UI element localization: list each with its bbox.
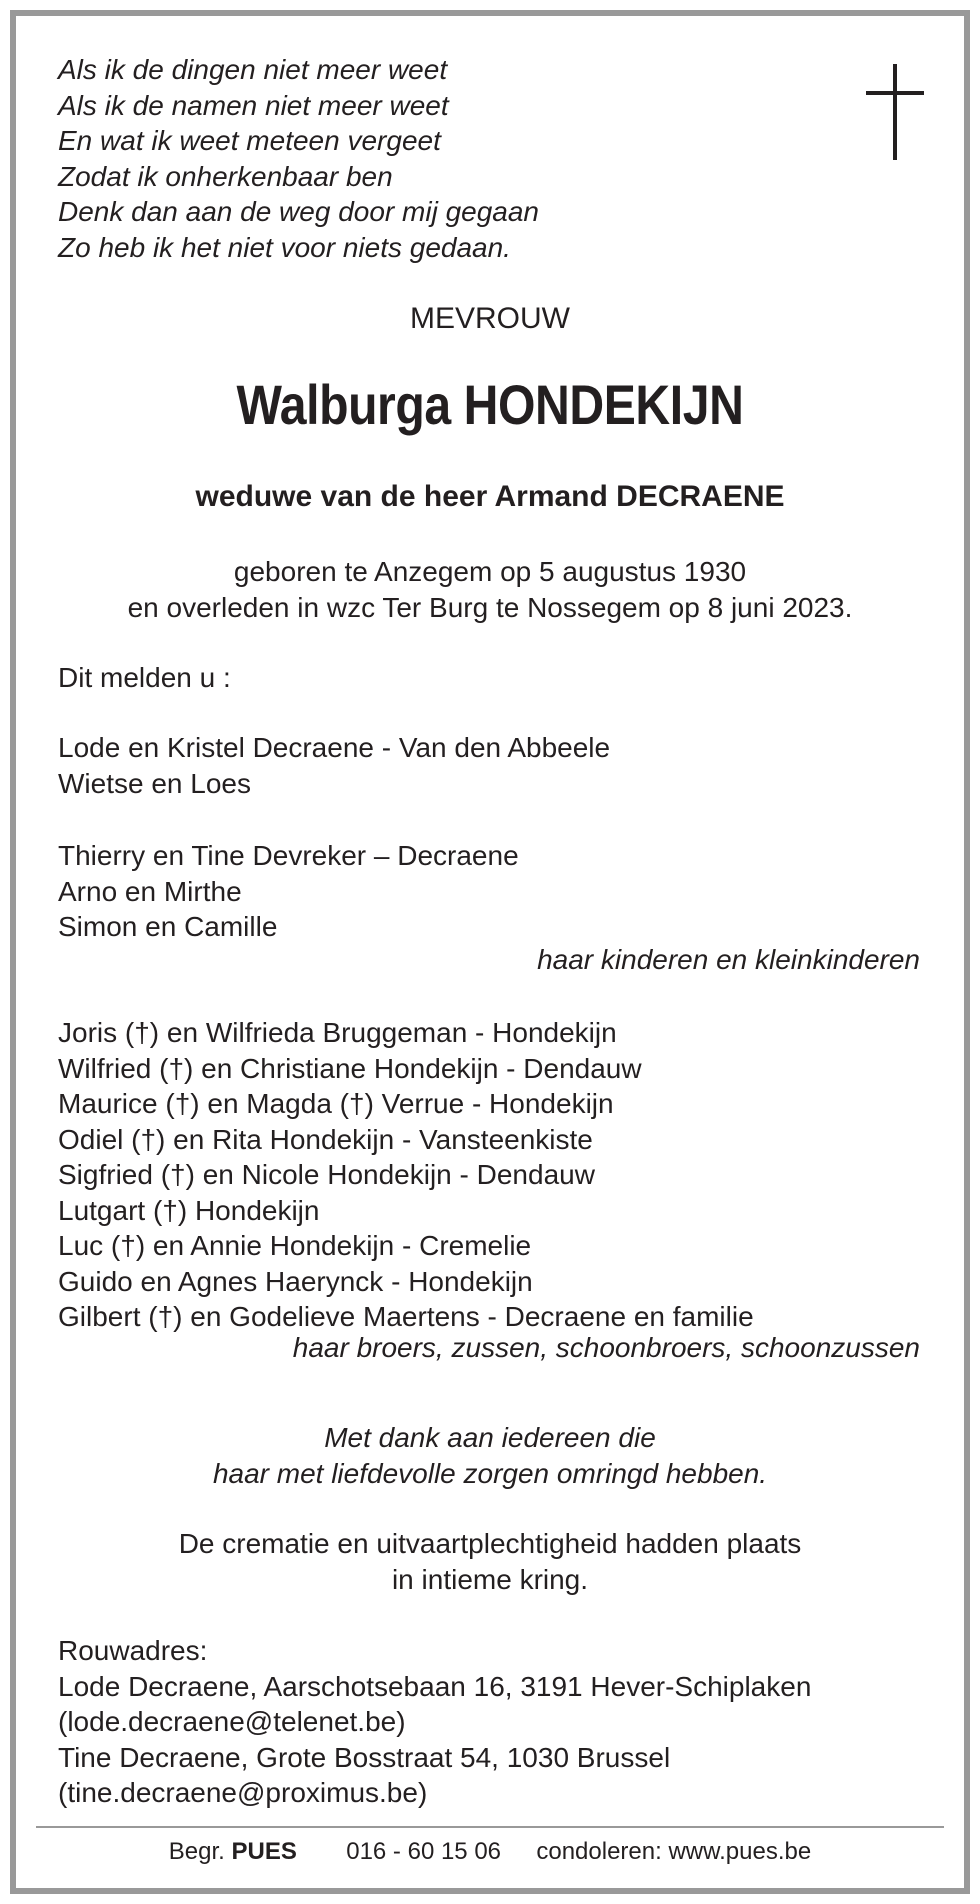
death-line: en overleden in wzc Ter Burg te Nossegem op 8 juni 2023. (127, 592, 853, 623)
poem-line: En wat ik weet meteen vergeet (58, 125, 441, 156)
birth-line: geboren te Anzegem op 5 augustus 1930 (233, 556, 747, 587)
poem-line: Zo heb ik het niet voor niets gedaan. (58, 231, 511, 263)
family-member: Wietse en Loes (58, 767, 251, 799)
honorific: MEVROUW (410, 302, 570, 335)
family-member: Simon en Camille (58, 911, 278, 942)
siblings-list (58, 1015, 754, 1335)
sibling: Wilfried (†) en Christiane Hondekijn - Dendauw (58, 1052, 642, 1084)
children-caption: haar kinderen en kleinkinderen (537, 944, 920, 975)
poem-line: Zodat ik onherkenbaar ben (58, 160, 393, 192)
cross-icon (866, 64, 924, 160)
address-heading: Rouwadres: (58, 1635, 208, 1666)
thanks-text (0, 1420, 980, 1492)
sibling: Gilbert (†) en Godelieve Maertens - Decraene en familie (58, 1301, 754, 1332)
email-line: (tine.decraene@proximus.be) (58, 1777, 428, 1808)
sibling: Odiel (†) en Rita Hondekijn - Vansteenkiste (58, 1123, 593, 1155)
poem-line: Denk dan aan de weg door mij gegaan (58, 196, 540, 227)
sibling: Guido en Agnes Haerynck - Hondekijn (58, 1265, 533, 1297)
deceased-name: Walburga HONDEKIJN (236, 373, 744, 436)
footer-prefix: Begr. (168, 1838, 225, 1865)
family-member: Arno en Mirthe (58, 875, 242, 907)
address-line: Lode Decraene, Aarschotsebaan 16, 3191 Hever-Schiplaken (58, 1670, 812, 1702)
sibling: Luc (†) en Annie Hondekijn - Cremelie (58, 1230, 532, 1261)
funeral-company: PUES (231, 1838, 297, 1865)
cremation-line: De crematie en uitvaartplechtigheid hadden plaats (178, 1528, 802, 1559)
poem-line: Als ik de dingen niet meer weet (58, 54, 448, 85)
thanks-line: Met dank aan iedereen die (324, 1422, 656, 1453)
spouse-line: weduwe van de heer Armand DECRAENE (195, 480, 785, 513)
family-group-1 (58, 730, 610, 801)
cremation-line: in intieme kring. (391, 1564, 589, 1595)
cremation-text (0, 1526, 980, 1598)
sibling: Sigfried (†) en Nicole Hondekijn - Dendauw (58, 1159, 595, 1190)
footer (0, 1838, 980, 1866)
family-group-2 (58, 838, 519, 945)
poem-line: Als ik de namen niet meer weet (58, 89, 449, 121)
sibling: Maurice (†) en Magda (†) Verrue - Hondekijn (58, 1088, 614, 1119)
address-line: Tine Decraene, Grote Bosstraat 54, 1030 Brussel (58, 1741, 671, 1773)
poem (58, 52, 539, 265)
family-member: Lode en Kristel Decraene - Van den Abbeele (58, 732, 611, 763)
thanks-line: haar met liefdevolle zorgen omringd hebben. (212, 1458, 768, 1489)
life-dates (0, 554, 980, 626)
sibling: Lutgart (†) Hondekijn (58, 1194, 320, 1226)
email-line: (lode.decraene@telenet.be) (58, 1706, 406, 1737)
announce-line: Dit melden u : (58, 662, 231, 693)
sibling: Joris (†) en Wilfrieda Bruggeman - Hondekijn (58, 1017, 617, 1048)
footer-condolence: condoleren: www.pues.be (536, 1838, 812, 1865)
siblings-caption: haar broers, zussen, schoonbroers, schoonzussen (292, 1332, 920, 1363)
family-member: Thierry en Tine Devreker – Decraene (58, 840, 519, 871)
footer-divider (36, 1826, 944, 1828)
mourning-address (58, 1633, 811, 1811)
footer-phone: 016 - 60 15 06 (346, 1838, 502, 1865)
